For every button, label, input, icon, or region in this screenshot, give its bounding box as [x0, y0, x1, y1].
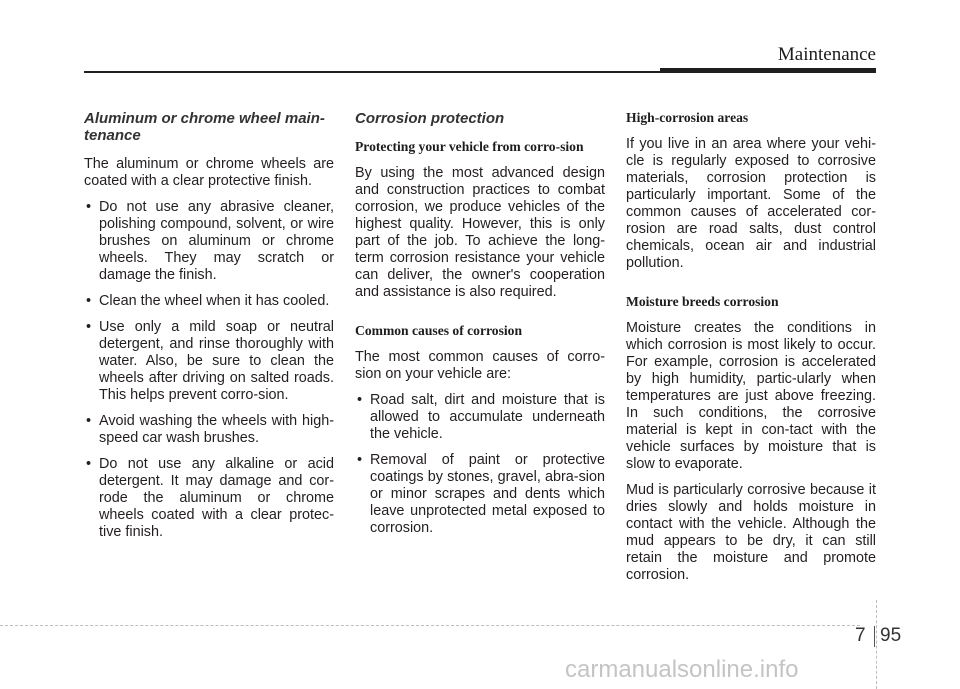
footer-vertical-dashed-line — [876, 600, 877, 689]
list-item: • Road salt, dirt and moisture that is allowed to accumulate underneath the vehicle. — [357, 392, 605, 442]
list-item: • Clean the wheel when it has cooled. — [86, 293, 330, 309]
list-item: • Do not use any abrasive cleaner, polishing compound, solvent, or wire brushes on aluminum or chrome wheels. They may scratch or damage the finish. — [86, 199, 334, 283]
column-2 — [355, 110, 605, 546]
column-3 — [626, 110, 876, 593]
bullet-icon: • — [357, 392, 363, 408]
list-item: • Use only a mild soap or neutral detergent, and rinse thoroughly with water. Also, be sure to clean the wheels after driving on salted roads. This helps prevent corro-sion. — [86, 319, 334, 403]
list-item: • Removal of paint or protective coatings by stones, gravel, abra-sion or minor scrapes and dents which leave unprotected metal exposed to corrosion. — [357, 452, 605, 536]
header-rule-thin — [84, 71, 662, 73]
footer-dashed-line — [0, 625, 860, 626]
footer-separator — [874, 626, 875, 647]
corrosion-protection-heading: Corrosion protection — [355, 110, 505, 127]
wheel-maintenance-heading: Aluminum or chrome wheel main-tenance — [84, 110, 325, 144]
protecting-paragraph: By using the most advanced design and construction practices to combat corrosion, we produce vehicles of the highest quality. However, this is only part of the job. To achieve the long-term corrosion resistance your vehicle can deliver, the owner's cooperation and assistance is also required. — [355, 165, 605, 300]
bullet-icon: • — [86, 199, 92, 215]
bullet-icon: • — [86, 456, 92, 472]
page-number: 95 — [880, 625, 902, 646]
common-causes-subheading: Common causes of corrosion — [355, 323, 523, 338]
high-corrosion-paragraph: If you live in an area where your vehi-cle is regularly exposed to corrosive materials, corrosion protection is particularly important. Some of the common causes of accelerated cor-rosion are road salts, dust control chemicals, ocean air and industrial pollution. — [626, 136, 876, 271]
list-item: • Avoid washing the wheels with high-speed car wash brushes. — [86, 413, 334, 446]
wheel-intro-paragraph: The aluminum or chrome wheels are coated with a clear protective finish. — [84, 156, 334, 189]
moisture-subheading: Moisture breeds corrosion — [626, 294, 779, 309]
bullet-icon: • — [86, 319, 92, 335]
mud-paragraph: Mud is particularly corrosive because it dries slowly and holds moisture in contact with the vehicle. Although the mud appears to be dry, it can still retain the moisture and promote corrosion. — [626, 482, 876, 583]
chapter-number: 7 — [855, 625, 866, 646]
column-1 — [84, 110, 334, 550]
causes-bullet-list — [355, 392, 605, 537]
header-rule-thick — [660, 68, 876, 73]
list-item: • Do not use any alkaline or acid detergent. It may damage and cor-rode the aluminum or chrome wheels coated with a clear protec-tive finish. — [86, 456, 334, 540]
common-causes-paragraph: The most common causes of corro-sion on your vehicle are: — [355, 349, 605, 382]
moisture-paragraph: Moisture creates the conditions in which corrosion is most likely to occur. For example, corrosion is accelerated by high humidity, partic-ularly when temperatures are just above freezing. In such conditions, the corrosive material is kept in con-tact with the vehicle surfaces by moisture that is slow to evaporate. — [626, 320, 876, 472]
bullet-icon: • — [357, 452, 363, 468]
bullet-icon: • — [86, 413, 92, 429]
watermark: carmanualsonline.info — [565, 656, 799, 683]
high-corrosion-subheading: High-corrosion areas — [626, 110, 749, 125]
wheel-bullet-list — [84, 199, 334, 541]
bullet-icon: • — [86, 293, 92, 309]
page-header-title: Maintenance — [777, 44, 876, 65]
protecting-subheading: Protecting your vehicle from corro-sion — [355, 139, 584, 154]
